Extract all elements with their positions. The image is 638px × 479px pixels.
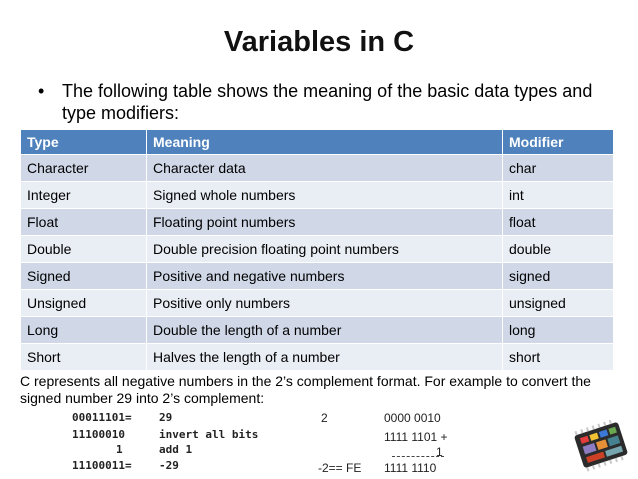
table-row (21, 209, 614, 236)
table-row (21, 344, 614, 371)
data-types-table (20, 129, 614, 371)
cell-modifier: double (503, 236, 614, 263)
binary-29: 00011101= (72, 411, 132, 424)
hex-result: -2== FE (318, 461, 362, 475)
cell-modifier: unsigned (503, 290, 614, 317)
step-result: -29 (159, 459, 179, 472)
sum-divider (392, 456, 444, 457)
bits-result: 1111 1110 (384, 461, 437, 475)
cell-meaning: Double the length of a number (147, 317, 503, 344)
cell-type: Long (21, 317, 147, 344)
cell-meaning: Positive and negative numbers (147, 263, 503, 290)
cell-type: Float (21, 209, 147, 236)
cell-type: Signed (21, 263, 147, 290)
cell-type: Character (21, 155, 147, 182)
cell-meaning: Signed whole numbers (147, 182, 503, 209)
binary-result: 11100011= (72, 459, 132, 472)
cell-type: Unsigned (21, 290, 147, 317)
cell-modifier: float (503, 209, 614, 236)
cell-type: Short (21, 344, 147, 371)
header-modifier: Modifier (503, 130, 614, 155)
bits-inverted: 1111 1101 + (384, 430, 448, 444)
bullet-dot: • (38, 81, 45, 101)
step-add: add 1 (159, 443, 193, 456)
step-invert: invert all bits (159, 428, 259, 441)
step-value: 29 (159, 411, 173, 424)
binary-one: 1 (116, 443, 123, 456)
complement-note: C represents all negative numbers in the 2’s complement format. For example to convert the signed number 29 into 2’s complement: (20, 373, 591, 406)
cell-meaning: Halves the length of a number (147, 344, 503, 371)
cell-meaning: Double precision floating point numbers (147, 236, 503, 263)
cell-meaning: Character data (147, 155, 503, 182)
bits-original: 0000 0010 (384, 411, 441, 425)
table-row (21, 317, 614, 344)
cell-type: Integer (21, 182, 147, 209)
table-row (21, 236, 614, 263)
cell-modifier: signed (503, 263, 614, 290)
table-row (21, 263, 614, 290)
microchip-icon (570, 414, 632, 476)
table-header-row (21, 130, 614, 155)
cell-modifier: char (503, 155, 614, 182)
header-meaning: Meaning (147, 130, 503, 155)
cell-modifier: long (503, 317, 614, 344)
header-type: Type (21, 130, 147, 155)
bullet-text: The following table shows the meaning of the basic data types and type modifiers: (62, 81, 593, 123)
table-row (21, 155, 614, 182)
bits-one: 1 (436, 445, 443, 459)
cell-meaning: Floating point numbers (147, 209, 503, 236)
page-title: Variables in C (223, 26, 415, 58)
cell-type: Double (21, 236, 147, 263)
table-row (21, 290, 614, 317)
binary-inverted: 11100010 (72, 428, 125, 441)
cell-modifier: int (503, 182, 614, 209)
table-row (21, 182, 614, 209)
cell-meaning: Positive only numbers (147, 290, 503, 317)
decimal-two: 2 (321, 411, 328, 425)
cell-modifier: short (503, 344, 614, 371)
